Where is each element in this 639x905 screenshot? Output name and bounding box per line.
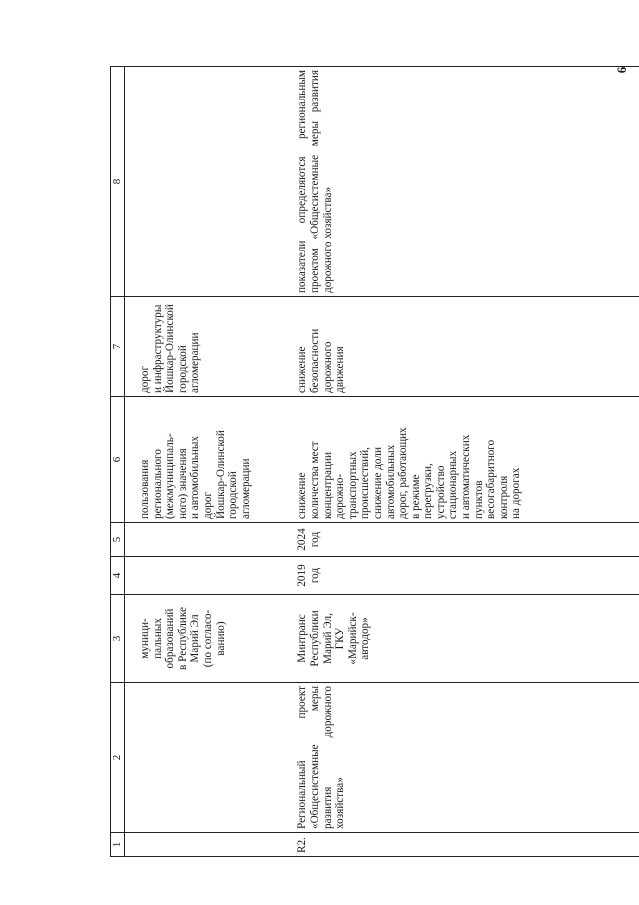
column-header: 7: [111, 297, 125, 397]
column-header: 3: [111, 595, 125, 683]
column-header: 8: [111, 67, 125, 297]
table-row: [139, 67, 252, 857]
cell-num: R2.: [296, 833, 523, 857]
spacer-row: [125, 67, 140, 857]
program-table: [110, 66, 639, 857]
spacer-row: [252, 67, 296, 857]
cell-name: [139, 683, 252, 833]
cell-num: [139, 833, 252, 857]
column-header: 4: [111, 557, 125, 595]
cell-start: 2019 год: [296, 557, 523, 595]
table-row: [296, 67, 523, 857]
column-header: 1: [111, 833, 125, 857]
cell-end: [139, 523, 252, 557]
cell-executor: Минтранс Республики Марий Эл, ГКУ «Марийск- автодор»: [296, 595, 523, 683]
cell-note: показатели определяются региональным проектом «Общесистемные меры развития дорожного хозяйства»: [296, 67, 523, 297]
cell-indicators: снижение количества мест концентрации дорожно- транспортных происшествий, снижение доли автомобильных дорог, работающих в режиме перегрузки, устройство стационарных и автоматических пунктов весогабаритного контроля на дорогах: [296, 397, 523, 523]
cell-end: 2024 год: [296, 523, 523, 557]
cell-note: [139, 67, 252, 297]
rotated-table-container: [110, 67, 615, 857]
column-header: 6: [111, 397, 125, 523]
cell-result: дорог и инфраструктуры Йошкар-Олинской городской агломерации: [139, 297, 252, 397]
cell-executor: муници- пальных образований в Республике Марий Эл (по согласо- ванию): [139, 595, 252, 683]
spacer-row: [523, 67, 639, 857]
column-header: 2: [111, 683, 125, 833]
cell-result: снижение безопасности дорожного движения: [296, 297, 523, 397]
cell-name: Региональный проект «Общесистемные меры развития дорожного хозяйства»: [296, 683, 523, 833]
column-header: 5: [111, 523, 125, 557]
cell-indicators: пользования регионального (межмуниципаль- ного) значения и автомобильных дорог Йошкар-Олинской городской агломерации: [139, 397, 252, 523]
cell-start: [139, 557, 252, 595]
page-number: 6: [614, 66, 629, 74]
column-header-row: [111, 67, 125, 857]
